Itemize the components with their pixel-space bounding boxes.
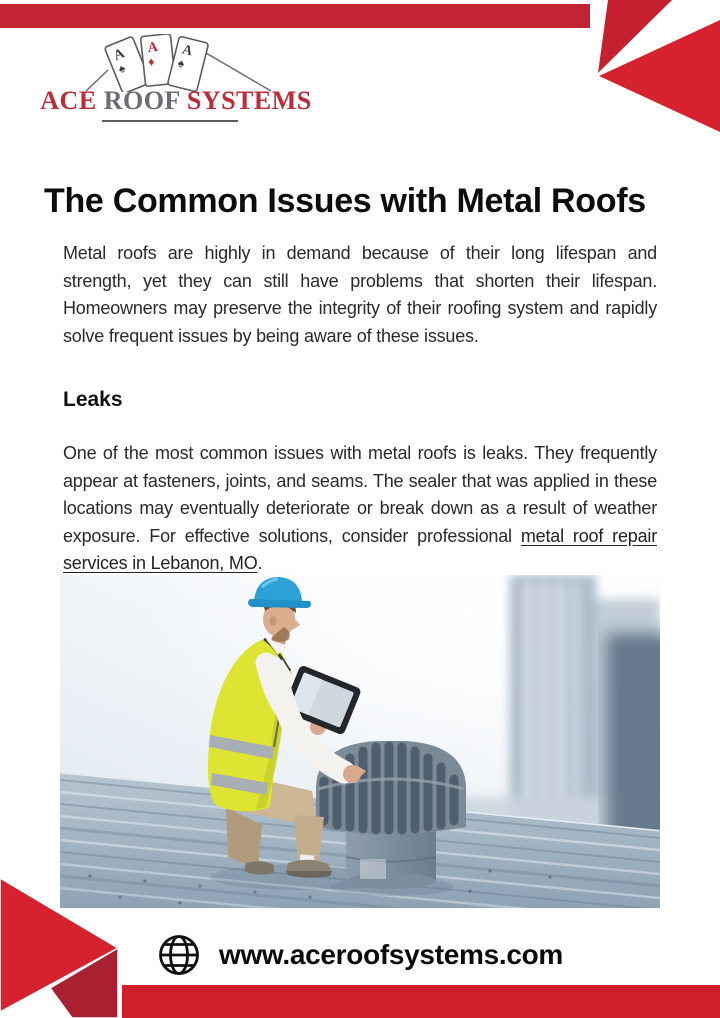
company-logo [40, 34, 312, 116]
logo-underline [102, 120, 238, 122]
bottom-bar [122, 985, 720, 1018]
svg-text:♠: ♠ [116, 60, 128, 77]
svg-text:A: A [180, 42, 194, 60]
aces-cards-icon [56, 34, 296, 92]
logo-word-ace: ACE [40, 86, 97, 115]
website-url[interactable]: www.aceroofsystems.com [218, 939, 564, 970]
section-heading-leaks: Leaks [63, 388, 123, 411]
logo-word-roof: ROOF [103, 86, 180, 115]
svg-text:A: A [146, 39, 159, 56]
svg-text:♠: ♠ [176, 55, 186, 71]
roof-inspection-photo [60, 575, 660, 908]
company-name [40, 86, 312, 116]
page-title: The Common Issues with Metal Roofs [44, 181, 646, 220]
corner-ribbon-top-right [590, 0, 720, 140]
svg-text:♦: ♦ [147, 54, 155, 70]
svg-text:A: A [111, 46, 127, 64]
top-bar [0, 4, 590, 28]
logo-word-systems: SYSTEMS [186, 86, 312, 115]
ace-of-spades-right [167, 36, 208, 92]
metal-roof-repair-link[interactable]: metal roof repair services in Lebanon, MO [63, 525, 657, 573]
globe-icon [157, 933, 201, 977]
leaks-text-end: . [257, 553, 263, 573]
leaks-text: One of the most common issues with metal roofs is leaks. They frequently appear at fasteners, joints, and seams. The sealer that was applied in these locations may eventually deteriorate or break down as a result of weather exposure. For effective solutions, consider professional [63, 443, 657, 546]
leaks-paragraph [63, 440, 657, 578]
corner-ribbon-bottom-left [0, 860, 125, 1018]
intro-paragraph: Metal roofs are highly in demand because of their long lifespan and strength, yet they can still have problems that shorten their lifespan. Homeowners may preserve the integrity of their roofing system and rapidly solve frequent issues by being aware of these issues. [63, 243, 657, 346]
